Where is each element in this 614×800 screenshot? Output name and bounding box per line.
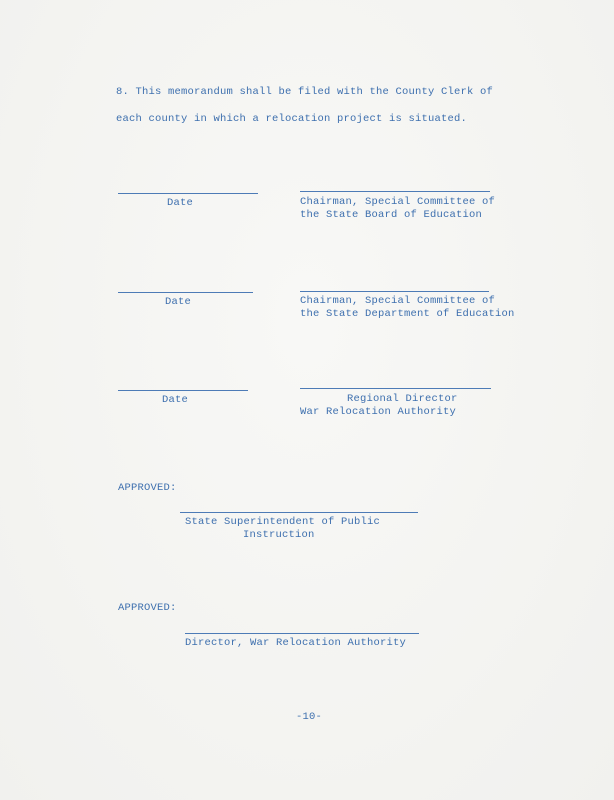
date-label: Date [167,197,194,209]
signature-line [300,388,491,389]
date-label: Date [162,394,189,406]
signatory-title-line-1: Chairman, Special Committee of [300,295,496,307]
paragraph-line-1: 8. This memorandum shall be filed with the County Clerk of [116,86,494,98]
signatory-title-line-2: the State Department of Education [300,308,515,320]
approved-label: APPROVED: [118,602,177,614]
signatory-title-line-2: Instruction [243,529,315,541]
date-signature-line [118,292,253,293]
signature-line [300,291,489,292]
signatory-title-line-1: Chairman, Special Committee of [300,196,496,208]
paragraph-line-2: each county in which a relocation project is situated. [116,113,468,125]
signature-line [180,512,418,513]
signatory-title-line-1: Director, War Relocation Authority [185,637,407,649]
page-number: -10- [296,711,323,723]
date-label: Date [165,296,192,308]
approved-label: APPROVED: [118,482,177,494]
signature-line [300,191,490,192]
signatory-title-line-1: State Superintendent of Public [185,516,381,528]
signatory-title-line-1: Regional Director [347,393,458,405]
date-signature-line [118,390,248,391]
signature-line [185,633,419,634]
signatory-title-line-2: War Relocation Authority [300,406,457,418]
date-signature-line [118,193,258,194]
signatory-title-line-2: the State Board of Education [300,209,483,221]
